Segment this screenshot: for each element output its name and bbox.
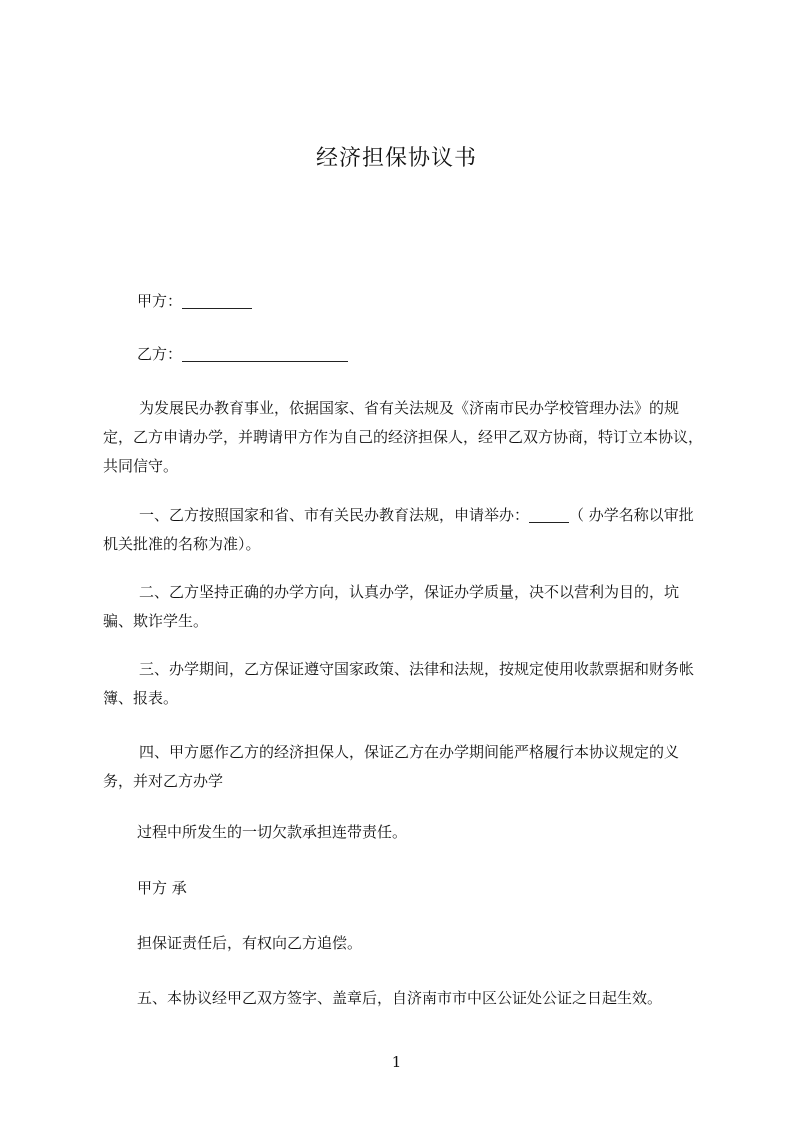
- clause-1-note: （ 办学名称以审批机关批准的名称为准）。: [103, 506, 694, 553]
- intro-paragraph: 为发展民办教育事业，依据国家、省有关法规及《济南市民办学校管理办法》的规定，乙方申请办学，并聘请甲方作为自己的经济担保人，经甲乙双方协商，特订立本协议，共同信守。: [103, 399, 704, 475]
- clause-4-continued: 过程中所发生的一切欠款承担连带责任。: [137, 823, 408, 841]
- party-b-label: 乙方：: [137, 345, 183, 363]
- party-a-label: 甲方：: [137, 292, 183, 310]
- clause-3: 三、办学期间，乙方保证遵守国家政策、法律和法规，按规定使用收款票据和财务帐簿、报表。: [103, 660, 695, 707]
- clause-4-party: 甲方 承: [137, 879, 187, 897]
- school-name-blank: [529, 506, 569, 523]
- party-a-line: [137, 287, 252, 315]
- clause-2: 二、乙方坚持正确的办学方向，认真办学，保证办学质量，决不以营利为目的，坑骗、欺诈学生。: [103, 583, 680, 630]
- party-b-blank: [182, 345, 348, 362]
- clause-4: 四、甲方愿作乙方的经济担保人，保证乙方在办学期间能严格履行本协议规定的义务，并对乙方办学: [103, 743, 680, 790]
- clause-5: 五、本协议经甲乙双方签字、盖章后，自济南市市中区公证处公证之日起生效。: [137, 989, 663, 1007]
- clause-1: [103, 501, 703, 559]
- page-number: 1: [391, 1053, 402, 1071]
- clause-1-text: 一、乙方按照国家和省、市有关民办教育法规，申请举办：: [139, 506, 530, 524]
- party-a-blank: [182, 292, 252, 309]
- document-title: 经济担保协议书: [315, 146, 477, 171]
- clause-4-end: 担保证责任后，有权向乙方追偿。: [137, 934, 363, 952]
- party-b-line: [137, 340, 348, 368]
